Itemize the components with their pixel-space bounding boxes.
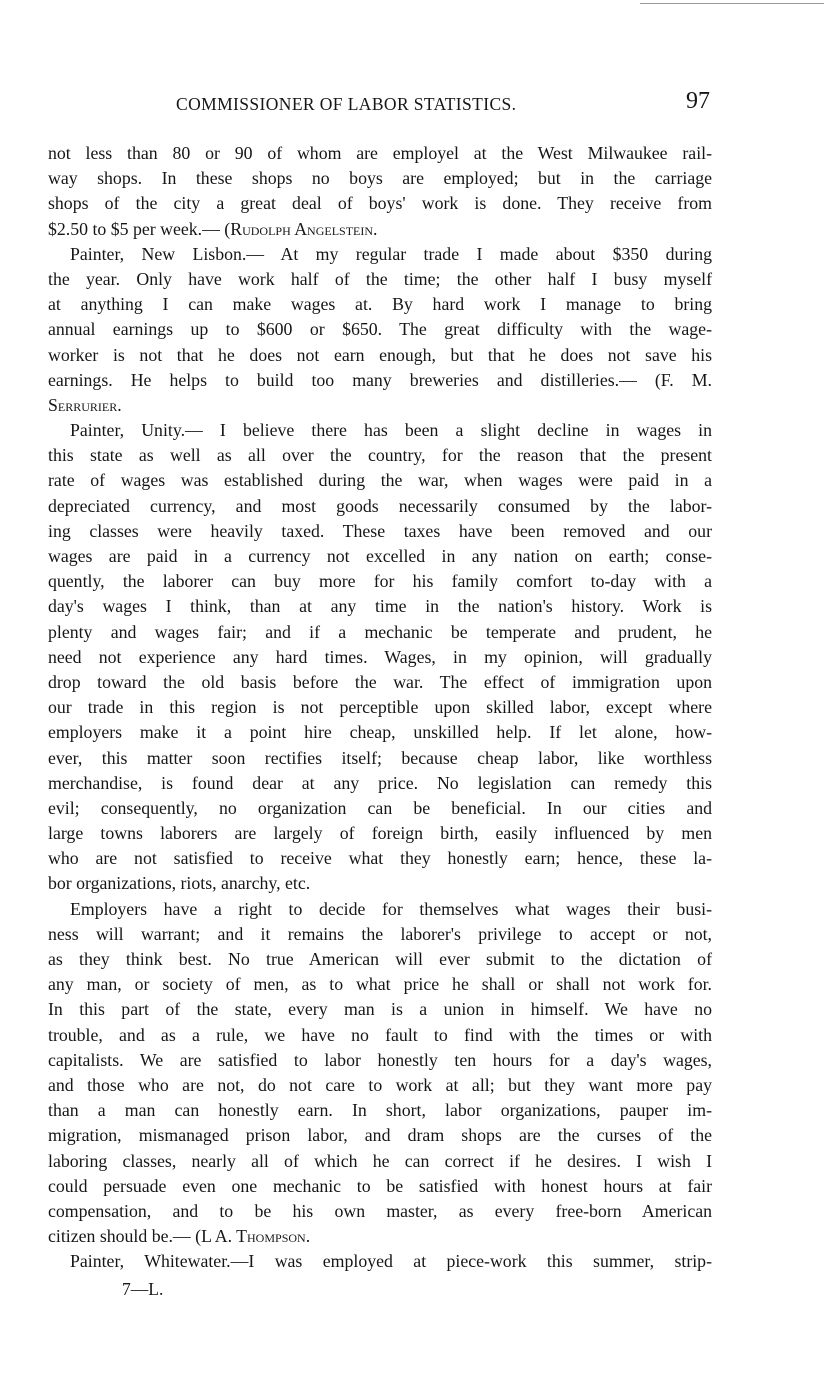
text-line: ing classes were heavily taxed. These taxes have been removed and our: [48, 520, 712, 541]
text-line: earnings. He helps to build too many breweries and distilleries.— (F. M.: [48, 369, 712, 390]
paragraph: [48, 418, 712, 897]
author-signature: Serrurier.: [48, 394, 122, 415]
text-line: at anything I can make wages at. By hard work I manage to bring: [48, 294, 712, 315]
page-header: [48, 88, 712, 118]
text-line: worker is not that he does not earn enough, but that he does not save his: [48, 344, 712, 365]
corner-rule: [640, 3, 824, 4]
text-line: who are not satisfied to receive what they honestly earn; hence, these la-: [48, 848, 712, 869]
text-line: ever, this matter soon rectifies itself; because cheap labor, like worthless: [48, 747, 712, 768]
paragraph: [48, 1249, 712, 1274]
text-line: this state as well as all over the country, for the reason that the present: [48, 445, 712, 466]
text-line: plenty and wages fair; and if a mechanic be temperate and prudent, he: [48, 621, 712, 642]
text-line: quently, the laborer can buy more for his family comfort to-day with a: [48, 571, 712, 592]
text-line: annual earnings up to $600 or $650. The great difficulty with the wage-: [48, 319, 712, 340]
text-line: drop toward the old basis before the war. The effect of immigration upon: [48, 671, 712, 692]
text-line-final: [48, 871, 712, 896]
paragraph: [48, 242, 712, 418]
text-line: ness will warrant; and it remains the laborer's privilege to accept or not,: [48, 923, 712, 944]
text-line: than a man can honestly earn. In short, labor organizations, pauper im-: [48, 1100, 712, 1121]
text-line: and those who are not, do not care to work at all; but they want more pay: [48, 1074, 712, 1095]
text-line: the year. Only have work half of the time; the other half I busy myself: [48, 268, 712, 289]
text-line: large towns laborers are largely of foreign birth, easily influenced by men: [48, 823, 712, 844]
text-line: any man, or society of men, as to what price he shall or shall not work for.: [48, 974, 712, 995]
text-line: Painter, New Lisbon.— At my regular trade I made about $350 during: [70, 243, 712, 264]
running-head: COMMISSIONER OF LABOR STATISTICS.: [176, 94, 517, 114]
text-line: could persuade even one mechanic to be satisfied with honest hours at fair: [48, 1175, 712, 1196]
text-line-final: [48, 217, 712, 242]
text-line: migration, mismanaged prison labor, and dram shops are the curses of the: [48, 1125, 712, 1146]
text-line: our trade in this region is not perceptible upon skilled labor, except where: [48, 697, 712, 718]
text-line: rate of wages was established during the war, when wages were paid in a: [48, 470, 712, 491]
text-line: wages are paid in a currency not excelled in any nation on earth; conse-: [48, 546, 712, 566]
final-line-text: $2.50 to $5 per week.— (: [48, 218, 231, 239]
page-number: 97: [686, 88, 710, 114]
text-line: need not experience any hard times. Wages, in my opinion, will gradually: [48, 646, 712, 667]
text-line: Employers have a right to decide for themselves what wages their busi-: [70, 898, 712, 919]
paragraph: [48, 141, 712, 242]
final-line-text: citizen should be.— (: [48, 1226, 202, 1247]
text-line: employers make it a point hire cheap, unskilled help. If let alone, how-: [48, 722, 712, 743]
text-line: Painter, Unity.— I believe there has been a slight decline in wages in: [70, 420, 712, 441]
paragraph: [48, 897, 712, 1250]
text-line: depreciated currency, and most goods necessarily consumed by the labor-: [48, 495, 712, 516]
text-line: shops of the city a great deal of boys' work is done. They receive from: [48, 193, 712, 214]
author-signature: L A. Thompson.: [201, 1226, 311, 1247]
printer-signature-mark: 7—L.: [122, 1279, 164, 1299]
author-signature: Rudolph Angelstein.: [230, 218, 378, 239]
text-line: compensation, and to be his own master, as every free-born American: [48, 1200, 712, 1221]
text-line: In this part of the state, every man is a union in himself. We have no: [48, 999, 712, 1020]
text-line: way shops. In these shops no boys are employed; but in the carriage: [48, 168, 712, 189]
text-line: Painter, Whitewater.—I was employed at piece-work this summer, strip-: [70, 1251, 712, 1272]
text-line: as they think best. No true American will ever submit to the dictation of: [48, 949, 712, 969]
text-line: laboring classes, nearly all of which he can correct if he desires. I wish I: [48, 1150, 712, 1171]
text-line-final: [48, 393, 712, 418]
text-line: trouble, and as a rule, we have no fault to find with the times or with: [48, 1024, 712, 1045]
text-line: day's wages I think, than at any time in the nation's history. Work is: [48, 596, 712, 617]
text-line: evil; consequently, no organization can be beneficial. In our cities and: [48, 797, 712, 818]
body-text: [48, 141, 712, 1274]
text-line: not less than 80 or 90 of whom are employel at the West Milwaukee rail-: [48, 143, 712, 163]
text-line: merchandise, is found dear at any price. No legislation can remedy this: [48, 772, 712, 793]
text-line-final: [48, 1224, 712, 1249]
text-line: capitalists. We are satisfied to labor honestly ten hours for a day's wages,: [48, 1049, 712, 1070]
final-line-text: bor organizations, riots, anarchy, etc.: [48, 873, 311, 894]
